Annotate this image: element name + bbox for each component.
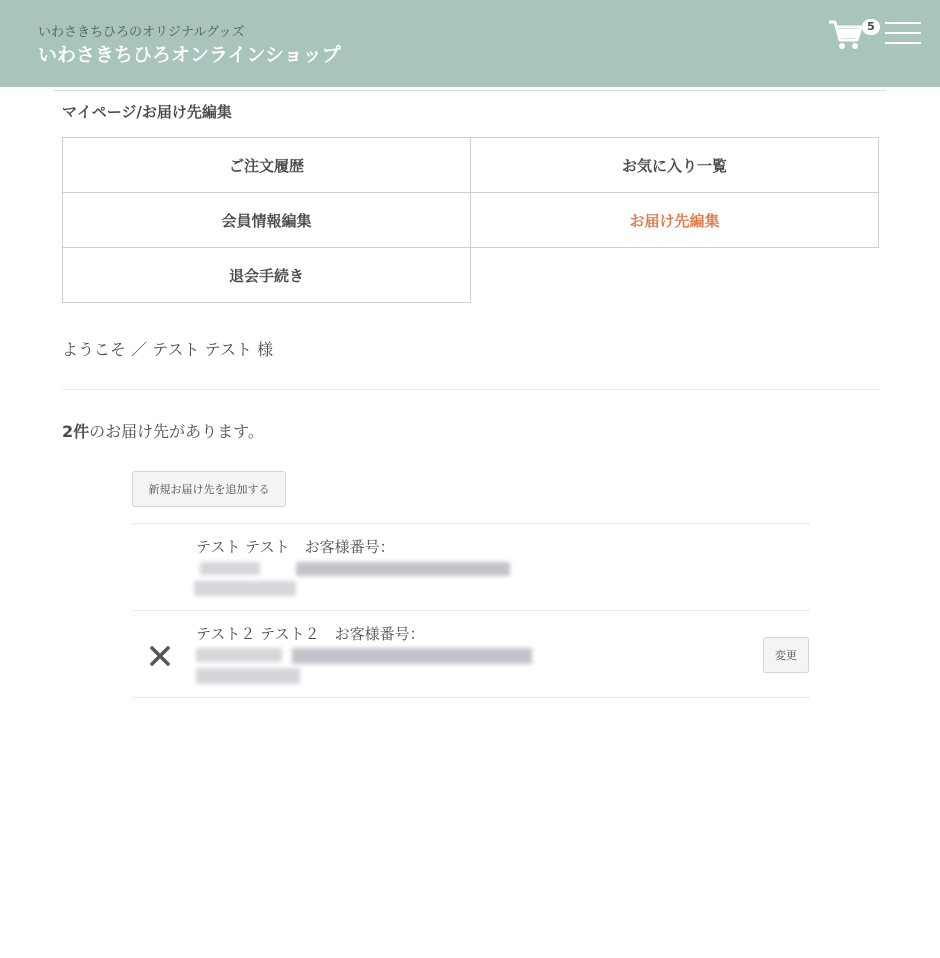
redacted-text xyxy=(296,562,510,576)
divider xyxy=(132,523,809,524)
page-title: マイページ/お届け先編集 xyxy=(62,103,232,121)
divider xyxy=(54,90,886,91)
nav-withdraw[interactable]: 退会手続き xyxy=(62,247,471,303)
address-name: テスト テスト お客様番号： xyxy=(196,538,395,556)
address-count xyxy=(62,419,264,442)
brand-title[interactable]: いわさきちひろオンラインショップ xyxy=(38,44,341,66)
delete-icon[interactable] xyxy=(148,644,172,668)
nav-order-history[interactable]: ご注文履歴 xyxy=(62,137,471,193)
cart-count-badge: 5 xyxy=(862,19,880,35)
divider xyxy=(62,389,879,390)
nav-member-edit[interactable]: 会員情報編集 xyxy=(62,192,471,248)
site-header xyxy=(0,0,940,87)
hamburger-menu-button[interactable] xyxy=(885,22,921,46)
redacted-text xyxy=(194,581,296,596)
cart-icon xyxy=(828,18,864,52)
add-address-button[interactable]: 新規お届け先を追加する xyxy=(132,471,286,507)
welcome-message: ようこそ ／ テスト テスト 様 xyxy=(62,340,274,359)
divider xyxy=(132,697,809,698)
menu-line-icon xyxy=(885,42,921,44)
redacted-text xyxy=(196,668,300,684)
address-count-text: のお届け先があります。 xyxy=(89,422,264,441)
nav-delivery-edit[interactable]: お届け先編集 xyxy=(470,192,879,248)
brand-subtitle: いわさきちひろのオリジナルグッズ xyxy=(38,25,245,40)
mypage-nav xyxy=(62,137,879,303)
cart-button[interactable] xyxy=(828,18,875,54)
divider xyxy=(132,610,809,611)
address-name: テスト２ テスト２ お客様番号： xyxy=(196,625,425,643)
nav-favorites[interactable]: お気に入り一覧 xyxy=(470,137,879,193)
menu-line-icon xyxy=(885,32,921,34)
redacted-text xyxy=(196,648,282,662)
edit-address-button[interactable]: 変更 xyxy=(763,637,809,673)
menu-line-icon xyxy=(885,22,921,24)
redacted-text xyxy=(292,648,532,664)
redacted-text xyxy=(200,562,260,575)
address-count-number: 2件 xyxy=(62,422,90,441)
